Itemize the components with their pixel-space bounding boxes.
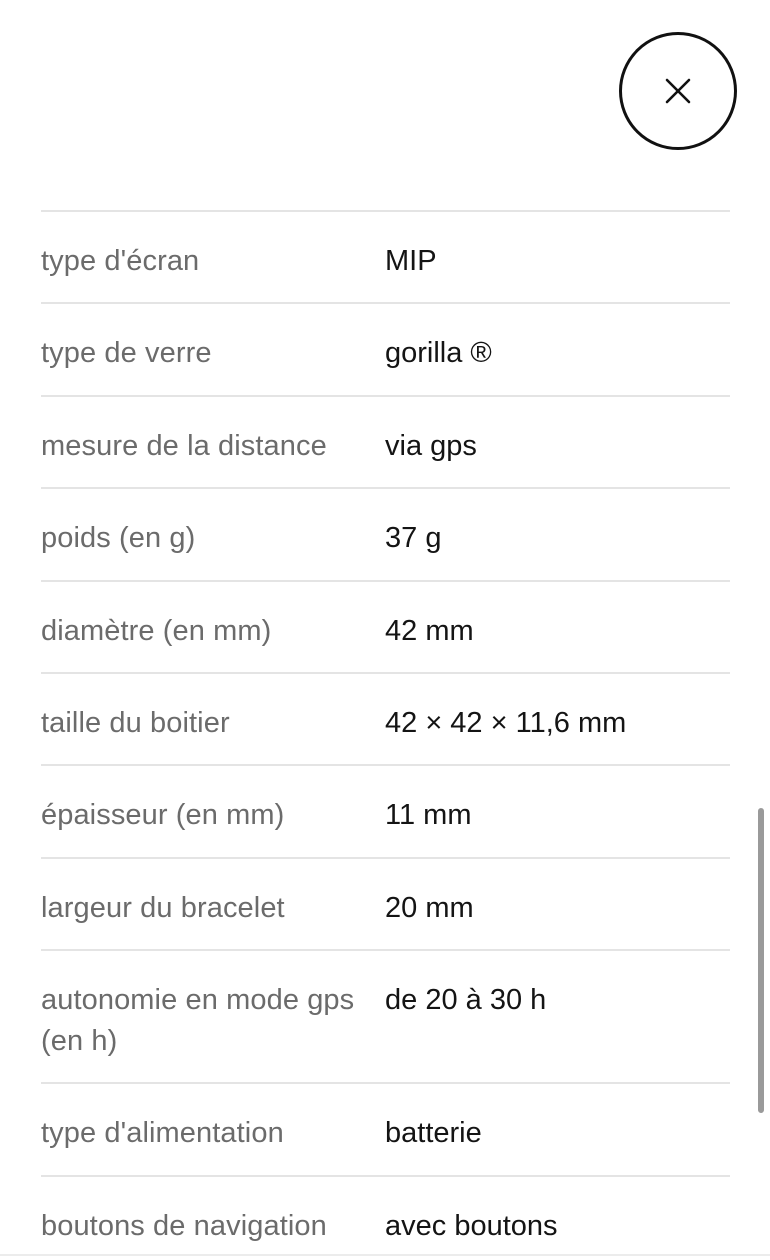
- spec-row-thickness: [41, 766, 730, 858]
- spec-value: gorilla ®: [385, 337, 492, 370]
- scrollbar-thumb[interactable]: [758, 808, 764, 1113]
- spec-value: via gps: [385, 429, 477, 462]
- spec-row-glass-type: [41, 304, 730, 396]
- spec-table: [41, 210, 730, 1260]
- spec-value: MIP: [385, 245, 437, 277]
- close-button[interactable]: [619, 32, 737, 150]
- spec-label: autonomie en mode gps (en h): [41, 984, 355, 1058]
- spec-label: diamètre (en mm): [41, 614, 272, 647]
- spec-label: mesure de la distance: [41, 429, 327, 462]
- spec-value: 42 × 42 × 11,6 mm: [385, 706, 627, 739]
- spec-value: 11 mm: [385, 799, 472, 832]
- spec-label: taille du boitier: [41, 706, 230, 739]
- spec-row-screen-type: [41, 212, 730, 304]
- spec-label: type d'écran: [41, 245, 200, 277]
- close-icon: [663, 76, 693, 106]
- bottom-divider: [0, 1254, 770, 1256]
- spec-row-distance-measure: [41, 397, 730, 489]
- spec-label: boutons de navigation: [41, 1209, 327, 1242]
- spec-value: batterie: [385, 1117, 482, 1150]
- spec-label: type d'alimentation: [41, 1117, 284, 1150]
- spec-value: de 20 à 30 h: [385, 984, 547, 1017]
- spec-label: type de verre: [41, 337, 212, 370]
- spec-row-navigation-buttons: [41, 1177, 730, 1260]
- spec-row-power-type: [41, 1084, 730, 1176]
- spec-label: poids (en g): [41, 522, 196, 555]
- spec-value: 42 mm: [385, 614, 474, 647]
- spec-row-strap-width: [41, 859, 730, 951]
- spec-row-weight: [41, 489, 730, 581]
- spec-value: 37 g: [385, 522, 442, 555]
- spec-row-gps-autonomy: [41, 951, 730, 1084]
- spec-value: 20 mm: [385, 891, 474, 924]
- spec-label: largeur du bracelet: [41, 891, 285, 924]
- spec-value: avec boutons: [385, 1209, 558, 1242]
- spec-label: épaisseur (en mm): [41, 799, 285, 832]
- spec-row-diameter: [41, 582, 730, 674]
- spec-row-case-size: [41, 674, 730, 766]
